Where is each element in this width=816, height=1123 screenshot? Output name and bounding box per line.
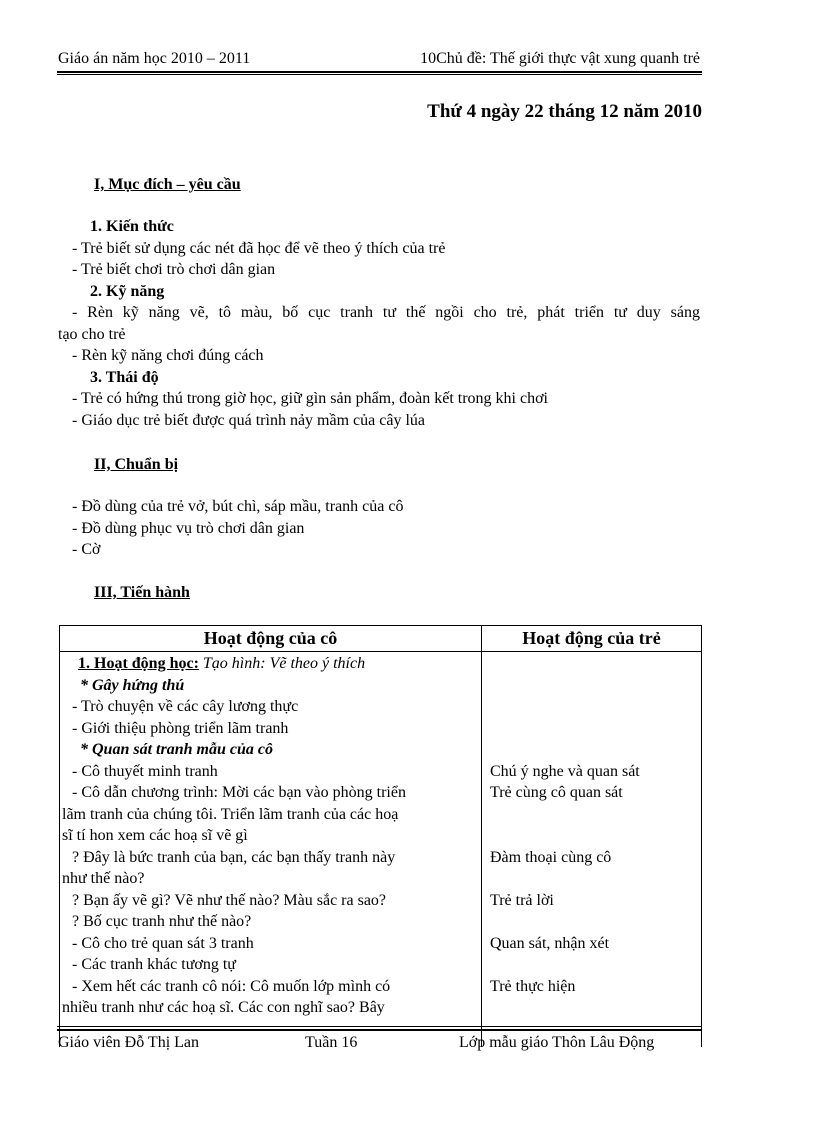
- col-header-teacher: Hoạt động của cô: [60, 626, 482, 652]
- child-response: Chú ý nghe và quan sát: [490, 763, 640, 780]
- teacher-step: - Các tranh khác tương tự: [72, 956, 236, 973]
- section-3-title: III, Tiến hành: [94, 584, 190, 601]
- section-1-title: I, Mục đích – yêu cầu: [94, 176, 241, 193]
- child-activity-cell: [482, 652, 702, 1048]
- teacher-step: lãm tranh của chúng tôi. Triển lãm tranh của các hoạ: [62, 806, 399, 823]
- teacher-step: - Giới thiệu phòng triển lãm tranh: [72, 720, 289, 737]
- teacher-step: - Cô thuyết minh tranh: [72, 763, 218, 780]
- activity-1-label: 1. Hoạt động học:: [78, 655, 199, 672]
- attitude-item-2: - Giáo dục trẻ biết được quá trình nảy mầm của cây lúa: [72, 412, 425, 429]
- teacher-step: ? Bạn ấy vẽ gì? Vẽ như thế nào? Màu sắc ra sao?: [72, 892, 387, 909]
- activity-1-line: [78, 655, 365, 673]
- teacher-step: - Cô dẫn chương trình: Mời các bạn vào phòng triển: [72, 784, 406, 801]
- teacher-step: sĩ tí hon xem các hoạ sĩ vẽ gì: [62, 827, 248, 844]
- teacher-activity-cell: [60, 652, 482, 1048]
- section-2-title: II, Chuẩn bị: [94, 456, 179, 473]
- knowledge-item-2: - Trẻ biết chơi trò chơi dân gian: [72, 261, 276, 278]
- teacher-step: nhiều tranh như các hoạ sĩ. Các con nghĩ sao? Bây: [62, 999, 385, 1016]
- lesson-date: Thứ 4 ngày 22 tháng 12 năm 2010: [427, 101, 702, 122]
- teacher-step: như thế nào?: [62, 870, 145, 887]
- teacher-step: - Xem hết các tranh cô nói: Cô muốn lớp mình có: [72, 978, 391, 995]
- activity-table: [59, 625, 702, 1047]
- child-response: Trẻ thực hiện: [490, 978, 576, 995]
- footer-teacher: Giáo viên Đỗ Thị Lan: [58, 1034, 200, 1051]
- activity-1-topic: Tạo hình: Vẽ theo ý thích: [198, 655, 366, 672]
- skills-item-1-cont: tạo cho trẻ: [58, 326, 126, 343]
- child-response: Quan sát, nhận xét: [490, 935, 610, 952]
- subheading-attitude: 3. Thái độ: [90, 369, 159, 386]
- teacher-step: * Gây hứng thú: [80, 677, 185, 694]
- prep-item-3: - Cờ: [72, 541, 101, 558]
- subheading-knowledge: 1. Kiến thức: [90, 218, 174, 235]
- teacher-step: - Trò chuyện về các cây lương thực: [72, 698, 299, 715]
- footer-class: Lớp mẫu giáo Thôn Lâu Động: [459, 1034, 655, 1051]
- child-response: Đàm thoại cùng cô: [490, 849, 612, 866]
- footer-week: Tuần 16: [305, 1034, 358, 1051]
- child-response: Trẻ trả lời: [490, 892, 554, 909]
- header-left: Giáo án năm học 2010 – 2011: [58, 50, 251, 67]
- child-response: Trẻ cùng cô quan sát: [490, 784, 623, 801]
- header-right: 10Chủ đề: Thế giới thực vật xung quanh trẻ: [420, 50, 700, 67]
- attitude-item-1: - Trẻ có hứng thú trong giờ học, giữ gìn sản phẩm, đoàn kết trong khi chơi: [72, 390, 548, 407]
- page-header: [58, 48, 702, 70]
- col-header-child: Hoạt động của trẻ: [482, 626, 702, 652]
- skills-item-1: - Rèn kỹ năng vẽ, tô màu, bố cục tranh tư thế ngồi cho trẻ, phát triển tư duy sáng: [72, 304, 700, 321]
- knowledge-item-1: - Trẻ biết sử dụng các nét đã học để vẽ theo ý thích của trẻ: [72, 240, 446, 257]
- subheading-skills: 2. Kỹ năng: [90, 283, 165, 300]
- header-rule: [57, 71, 702, 75]
- footer-rule: [57, 1026, 702, 1031]
- teacher-step: * Quan sát tranh mẫu của cô: [80, 741, 273, 758]
- teacher-step: ? Bố cục tranh như thế nào?: [72, 913, 252, 930]
- prep-item-2: - Đồ dùng phục vụ trò chơi dân gian: [72, 520, 305, 537]
- skills-item-2: - Rèn kỹ năng chơi đúng cách: [72, 347, 264, 364]
- teacher-step: ? Đây là bức tranh của bạn, các bạn thấy tranh này: [72, 849, 396, 866]
- teacher-step: - Cô cho trẻ quan sát 3 tranh: [72, 935, 254, 952]
- prep-item-1: - Đồ dùng của trẻ vở, bút chì, sáp mầu, tranh của cô: [72, 498, 404, 515]
